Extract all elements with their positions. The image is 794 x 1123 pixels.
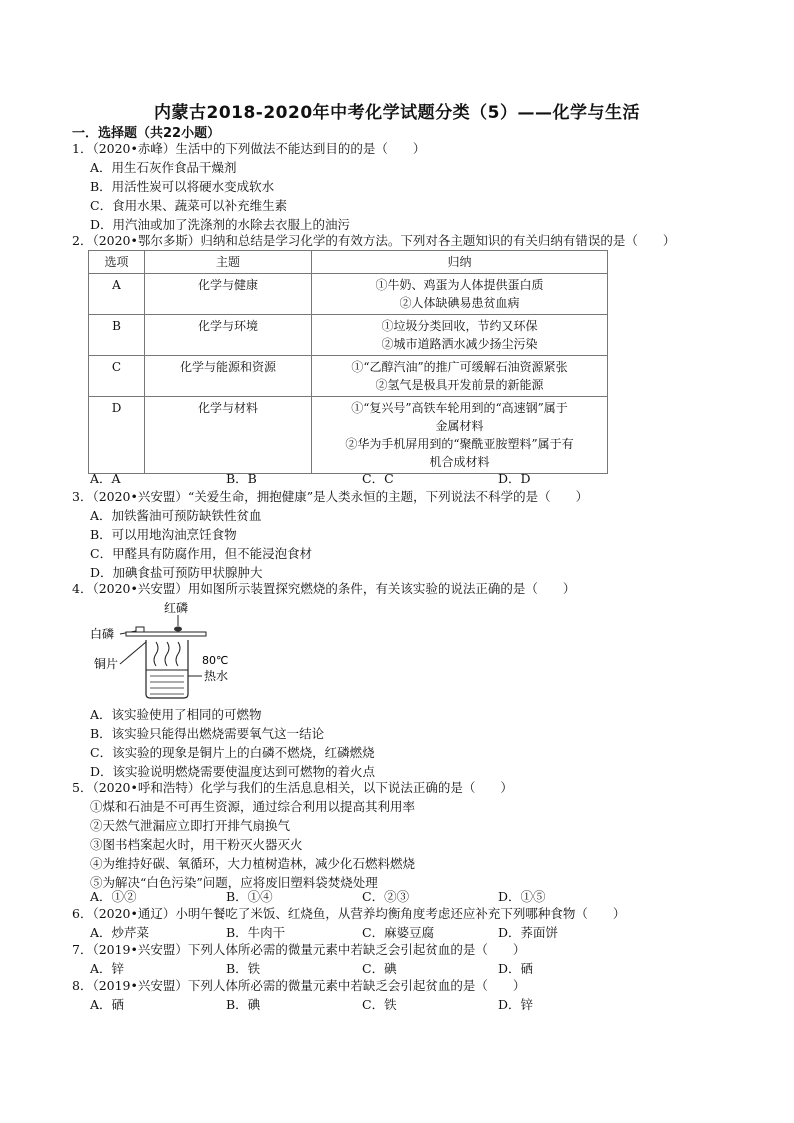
summary-line: ①“复兴号”高铁车轮用到的“高速钢”属于 xyxy=(351,401,568,415)
page-title: 内蒙古2018-2020年中考化学试题分类（5）——化学与生活 xyxy=(153,103,640,123)
q6-option-c: C．麻婆豆腐 xyxy=(362,925,435,940)
q5-option-d: D．①⑤ xyxy=(498,889,546,904)
row-summary xyxy=(312,356,608,397)
summary-line: ①垃圾分类回收，节约又环保 xyxy=(381,319,538,333)
temperature-label: 80℃ xyxy=(202,654,229,667)
row-topic: 化学与能源和资源 xyxy=(145,356,312,397)
question-7-stem: 7．（2019•兴安盟）下列人体所必需的微量元素中若缺乏会引起贫血的是（ ） xyxy=(72,942,526,957)
summary-line: ①“乙醇汽油”的推广可缓解石油资源紧张 xyxy=(351,360,568,374)
section-heading: 一．选择题（共22小题） xyxy=(72,126,221,141)
row-summary xyxy=(312,397,608,474)
water-hatching xyxy=(150,676,184,694)
q4-option-d: D．该实验说明燃烧需要使温度达到可燃物的着火点 xyxy=(90,764,376,779)
q5-option-a: A．①② xyxy=(90,889,137,904)
q1-option-a: A．用生石灰作食品干燥剂 xyxy=(90,160,237,175)
q8-option-a: A．硒 xyxy=(90,997,125,1012)
q1-option-b: B．用活性炭可以将硬水变成软水 xyxy=(90,179,275,194)
q7-option-c: C．碘 xyxy=(362,961,397,976)
q5-statement: ③图书档案起火时，用干粉灭火器灭火 xyxy=(90,837,303,852)
question-3-stem: 3．（2020•兴安盟）“关爱生命，拥抱健康”是人类永恒的主题，下列说法不科学的是（ ） xyxy=(72,489,589,504)
white-phosphorus-label: 白磷 xyxy=(90,627,115,641)
q8-option-c: C．铁 xyxy=(362,997,397,1012)
q8-option-b: B．碘 xyxy=(226,997,261,1012)
row-summary xyxy=(312,315,608,356)
q7-options xyxy=(90,960,634,978)
summary-line: 机合成材料 xyxy=(429,455,490,469)
q2-option-c: C．C xyxy=(362,471,394,486)
question-2-stem: 2．（2020•鄂尔多斯）归纳和总结是学习化学的有效方法。下列对各主题知识的有关归纳有错误的是（ ） xyxy=(72,233,676,248)
steam-icon xyxy=(154,642,158,666)
q2-option-d: D．D xyxy=(498,471,531,486)
combustion-apparatus-diagram xyxy=(84,598,254,702)
q4-option-c: C．该实验的现象是铜片上的白磷不燃烧，红磷燃烧 xyxy=(90,745,375,760)
row-option: D xyxy=(89,397,145,474)
row-summary xyxy=(312,274,608,315)
q8-option-d: D．锌 xyxy=(498,997,534,1012)
q2-option-b: B．B xyxy=(226,471,257,486)
row-option: A xyxy=(89,274,145,315)
beaker xyxy=(146,640,188,698)
q3-option-d: D．加碘食盐可预防甲状腺肿大 xyxy=(90,565,263,580)
table-row xyxy=(89,315,608,356)
knowledge-table xyxy=(88,250,608,474)
header-topic: 主题 xyxy=(145,251,312,274)
row-topic: 化学与健康 xyxy=(145,274,312,315)
q3-option-a: A．加铁酱油可预防缺铁性贫血 xyxy=(90,508,262,523)
q2-options xyxy=(90,470,634,488)
q5-option-c: C．②③ xyxy=(362,889,410,904)
steam-icon xyxy=(176,642,180,666)
q6-options xyxy=(90,924,634,942)
q6-option-a: A．炒芹菜 xyxy=(90,925,150,940)
summary-line: ②氢气是极具开发前景的新能源 xyxy=(375,378,544,392)
summary-line: ①牛奶、鸡蛋为人体提供蛋白质 xyxy=(375,278,544,292)
table-header-row xyxy=(89,251,608,274)
row-option: B xyxy=(89,315,145,356)
q8-options xyxy=(90,996,634,1014)
q5-options xyxy=(90,888,634,906)
q6-option-d: D．荞面饼 xyxy=(498,925,559,940)
q2-option-a: A．A xyxy=(90,471,121,486)
header-option: 选项 xyxy=(89,251,145,274)
q5-statement: ②天然气泄漏应立即打开排气扇换气 xyxy=(90,818,291,833)
summary-line: 金属材料 xyxy=(435,419,484,433)
row-option: C xyxy=(89,356,145,397)
row-topic: 化学与环境 xyxy=(145,315,312,356)
q3-option-b: B．可以用地沟油烹饪食物 xyxy=(90,527,237,542)
q7-option-d: D．硒 xyxy=(498,961,534,976)
white-phosphorus-icon xyxy=(136,627,144,632)
question-8-stem: 8．（2019•兴安盟）下列人体所必需的微量元素中若缺乏会引起贫血的是（ ） xyxy=(72,978,526,993)
table-row xyxy=(89,397,608,474)
red-phosphorus-label: 红磷 xyxy=(164,601,189,615)
summary-line: ②人体缺碘易患贫血病 xyxy=(399,296,520,310)
q7-option-a: A．锌 xyxy=(90,961,125,976)
header-summary: 归纳 xyxy=(312,251,608,274)
copper-plate-label: 铜片 xyxy=(94,657,119,671)
row-topic: 化学与材料 xyxy=(145,397,312,474)
summary-line: ②城市道路洒水减少扬尘污染 xyxy=(381,337,538,351)
q5-option-b: B．①④ xyxy=(226,889,273,904)
question-4-stem: 4．（2020•兴安盟）用如图所示装置探究燃烧的条件，有关该实验的说法正确的是（ ） xyxy=(72,581,576,596)
copper-plate xyxy=(126,632,206,636)
q1-option-c: C．食用水果、蔬菜可以补充维生素 xyxy=(90,198,288,213)
steam-icon xyxy=(165,642,169,666)
question-1-stem: 1．（2020•赤峰）生活中的下列做法不能达到目的的是（ ） xyxy=(72,141,426,156)
q5-statement: ①煤和石油是不可再生资源，通过综合利用以提高其利用率 xyxy=(90,799,416,814)
q4-option-a: A．该实验使用了相同的可燃物 xyxy=(90,707,262,722)
q6-option-b: B．牛肉干 xyxy=(226,925,286,940)
summary-line: ②华为手机屏用到的“聚酰亚胺塑料”属于有 xyxy=(345,437,574,451)
question-5-stem: 5．（2020•呼和浩特）化学与我们的生活息息相关，以下说法正确的是（ ） xyxy=(72,780,513,795)
q1-option-d: D．用汽油或加了洗涤剂的水除去衣服上的油污 xyxy=(90,217,351,232)
q5-statement: ④为维持好碳、氧循环，大力植树造林，减少化石燃料燃烧 xyxy=(90,856,416,871)
table-row xyxy=(89,356,608,397)
hot-water-label: 热水 xyxy=(204,669,229,683)
q4-option-b: B．该实验只能得出燃烧需要氧气这一结论 xyxy=(90,726,325,741)
red-phosphorus-icon xyxy=(174,627,182,632)
copper-plate-pointer xyxy=(120,642,146,664)
q5-statement: ⑤为解决“白色污染”问题，应将废旧塑料袋焚烧处理 xyxy=(90,875,378,890)
question-6-stem: 6．（2020•通辽）小明午餐吃了米饭、红烧鱼，从营养均衡角度考虑还应补充下列哪种食物（ ） xyxy=(72,906,626,921)
q3-option-c: C．甲醛具有防腐作用，但不能浸泡食材 xyxy=(90,546,313,561)
table-row xyxy=(89,274,608,315)
q7-option-b: B．铁 xyxy=(226,961,261,976)
